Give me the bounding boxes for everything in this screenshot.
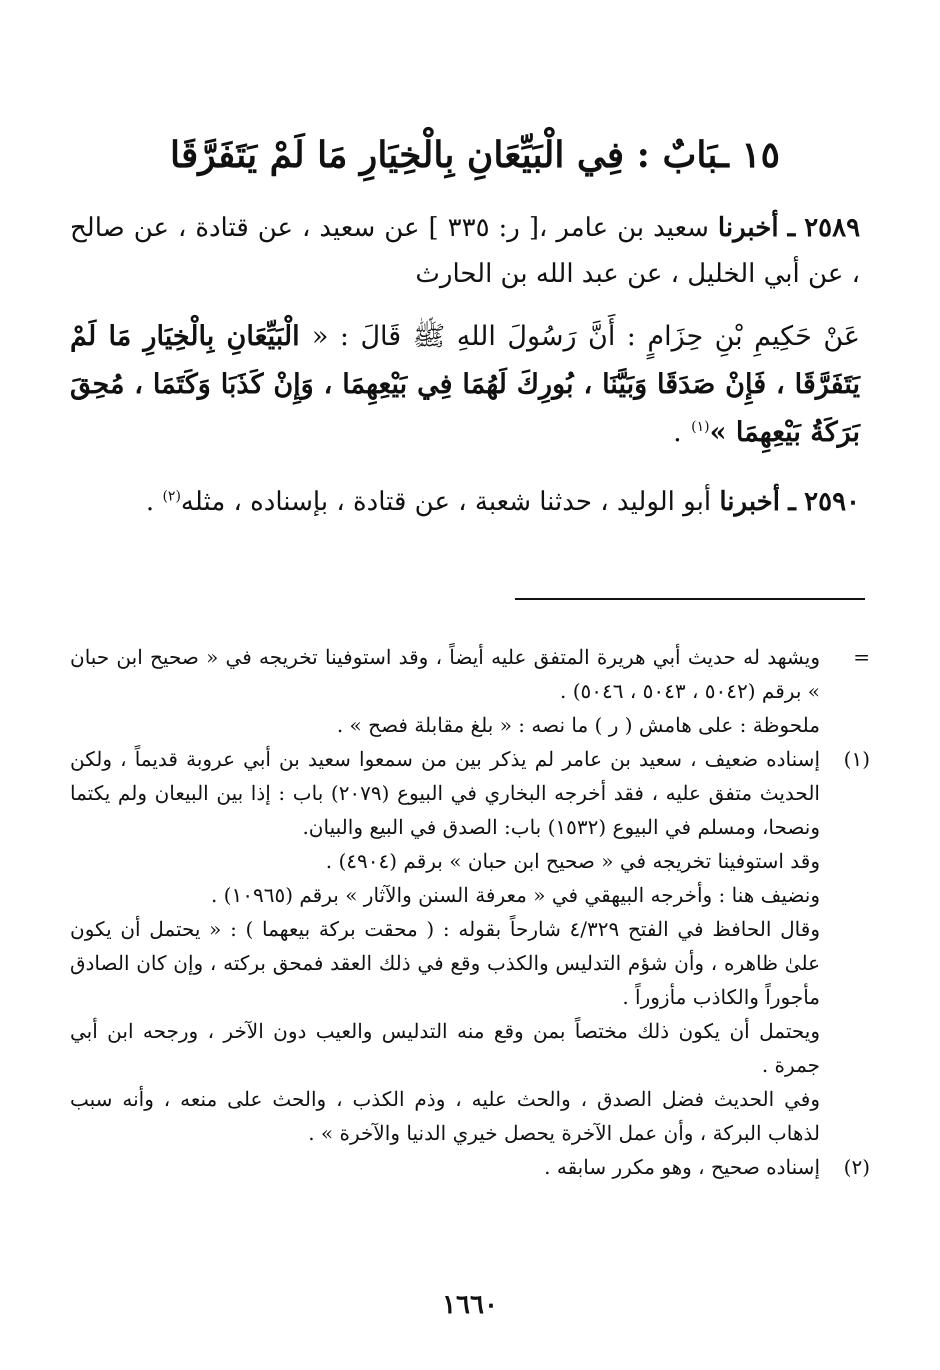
footnote-ref-1: (١) — [691, 419, 710, 435]
footnote-body — [70, 1150, 820, 1184]
footnote-paragraph: ويشهد له حديث أبي هريرة المتفق عليه أيضاً ، وقد استوفينا تخريجه في « صحيح ابن حبان » برقم (٥٠٤٢ ، ٥٠٤٣ ، ٥٠٤٦) . — [70, 645, 820, 703]
hadith-dash: ـ — [787, 213, 796, 243]
matn-end: . — [673, 417, 682, 448]
hadith-2589-isnad — [70, 205, 860, 297]
footnote-marker: (٢) — [843, 1155, 870, 1179]
footnote-paragraph: ملحوظة : على هامش ( ر ) ما نصه : « بلغ مقابلة فصح » . — [336, 713, 820, 737]
footnote-paragraph: ونضيف هنا : وأخرجه البيهقي في « معرفة السنن والآثار » برقم (١٠٩٦٥) . — [210, 883, 820, 907]
footnote-divider — [515, 598, 865, 600]
hadith-dash: ـ — [788, 487, 796, 517]
footnote-paragraph: وقد استوفينا تخريجه في « صحيح ابن حبان » برقم (٤٩٠٤) . — [325, 849, 820, 873]
footnote-marker: = — [853, 645, 870, 669]
footnote-paragraph: ويحتمل أن يكون ذلك مختصاً بمن وقع منه التدليس والعيب دون الآخر ، ورجحه ابن أبي جمرة . — [70, 1019, 820, 1077]
hadith-number: ٢٥٨٩ — [804, 213, 861, 243]
page-number: ١٦٦٠ — [442, 1290, 498, 1320]
matn-intro: عَنْ حَكِيمِ بْنِ حِزَامٍ : أَنَّ رَسُولَ اللهِ ﷺ قَالَ : « — [311, 321, 860, 352]
hadith-isnad-text: سعيد بن عامر ،[ ر: ٣٣٥ ] عن سعيد ، عن قتادة ، عن صالح ، عن أبي الخليل ، عن عبد الله بن الحارث — [70, 213, 860, 289]
main-text — [70, 205, 860, 525]
footnote-2 — [70, 1150, 870, 1184]
footnote-1 — [70, 742, 870, 1150]
hadith-lead-word: أخبرنا — [719, 487, 780, 517]
footnote-paragraph: إسناده ضعيف ، سعيد بن عامر لم يذكر بين من سمعوا سعيد بن أبي عروبة قديماً ، ولكن الحديث متفق عليه ، فقد أخرجه البخاري في البيوع (٢٠٧٩) باب : إذا بين البيعان ولم يكتما ونصحا، ومسلم في البيوع (١٥٣٢) باب: الصدق في البيع والبيان. — [70, 747, 821, 839]
matn-text: الْبَيِّعَانِ بِالْخِيَارِ مَا لَمْ يَتَفَرَّقَا ، فَإِنْ صَدَقَا وَبَيَّنَا ، بُورِكَ لَهُمَا فِي بَيْعِهِمَا ، وَإِنْ كَذَبَا وَكَتَمَا ، مُحِقَ بَرَكَةُ بَيْعِهِمَا — [70, 321, 860, 448]
footnote-body — [70, 640, 820, 742]
footnote-continuation — [70, 640, 870, 742]
chapter-number: ١٥ — [741, 134, 780, 176]
hadith-number: ٢٥٩٠ — [804, 487, 860, 517]
chapter-word: بَابٌ — [662, 134, 719, 176]
hadith-lead-word: أخبرنا — [717, 213, 779, 243]
footnote-paragraph: وفي الحديث فضل الصدق ، والحث عليه ، وذم الكذب ، والحث على منعه ، وأنه سبب لذهاب البركة ، وأن عمل الآخرة يحصل خيري الدنيا والآخرة » . — [70, 1087, 820, 1145]
chapter-heading — [150, 130, 800, 180]
footnote-body — [70, 742, 820, 1150]
chapter-dash: ـ — [718, 134, 729, 176]
footnote-paragraph: إسناده صحيح ، وهو مكرر سابقه . — [544, 1155, 820, 1179]
hadith-2590-text: أبو الوليد ، حدثنا شعبة ، عن قتادة ، بإسناده ، مثله — [180, 487, 712, 517]
matn-close-quote: » — [709, 417, 727, 448]
footnote-paragraph: وقال الحافظ في الفتح ٤/٣٢٩ شارحاً بقوله : ( محقت بركة بيعهما ) : « يحتمل أن يكون علىٰ ظاهره ، وأن شؤم التدليس والكذب وقع في ذلك العقد فمحق بركته ، وإن كان الصادق مأجوراً والكاذب مأزوراً . — [70, 917, 820, 1009]
hadith-2590 — [70, 479, 860, 525]
footnote-marker: (١) — [843, 747, 870, 771]
hadith-2589-matn — [70, 313, 860, 457]
hadith-2590-end: . — [145, 487, 155, 517]
footnote-ref-2: (٢) — [162, 488, 181, 505]
chapter-title-text: فِي الْبَيِّعَانِ بِالْخِيَارِ مَا لَمْ يَتَفَرَّقَا — [170, 134, 625, 176]
chapter-colon: : — [636, 134, 650, 176]
footnotes — [70, 640, 870, 1184]
